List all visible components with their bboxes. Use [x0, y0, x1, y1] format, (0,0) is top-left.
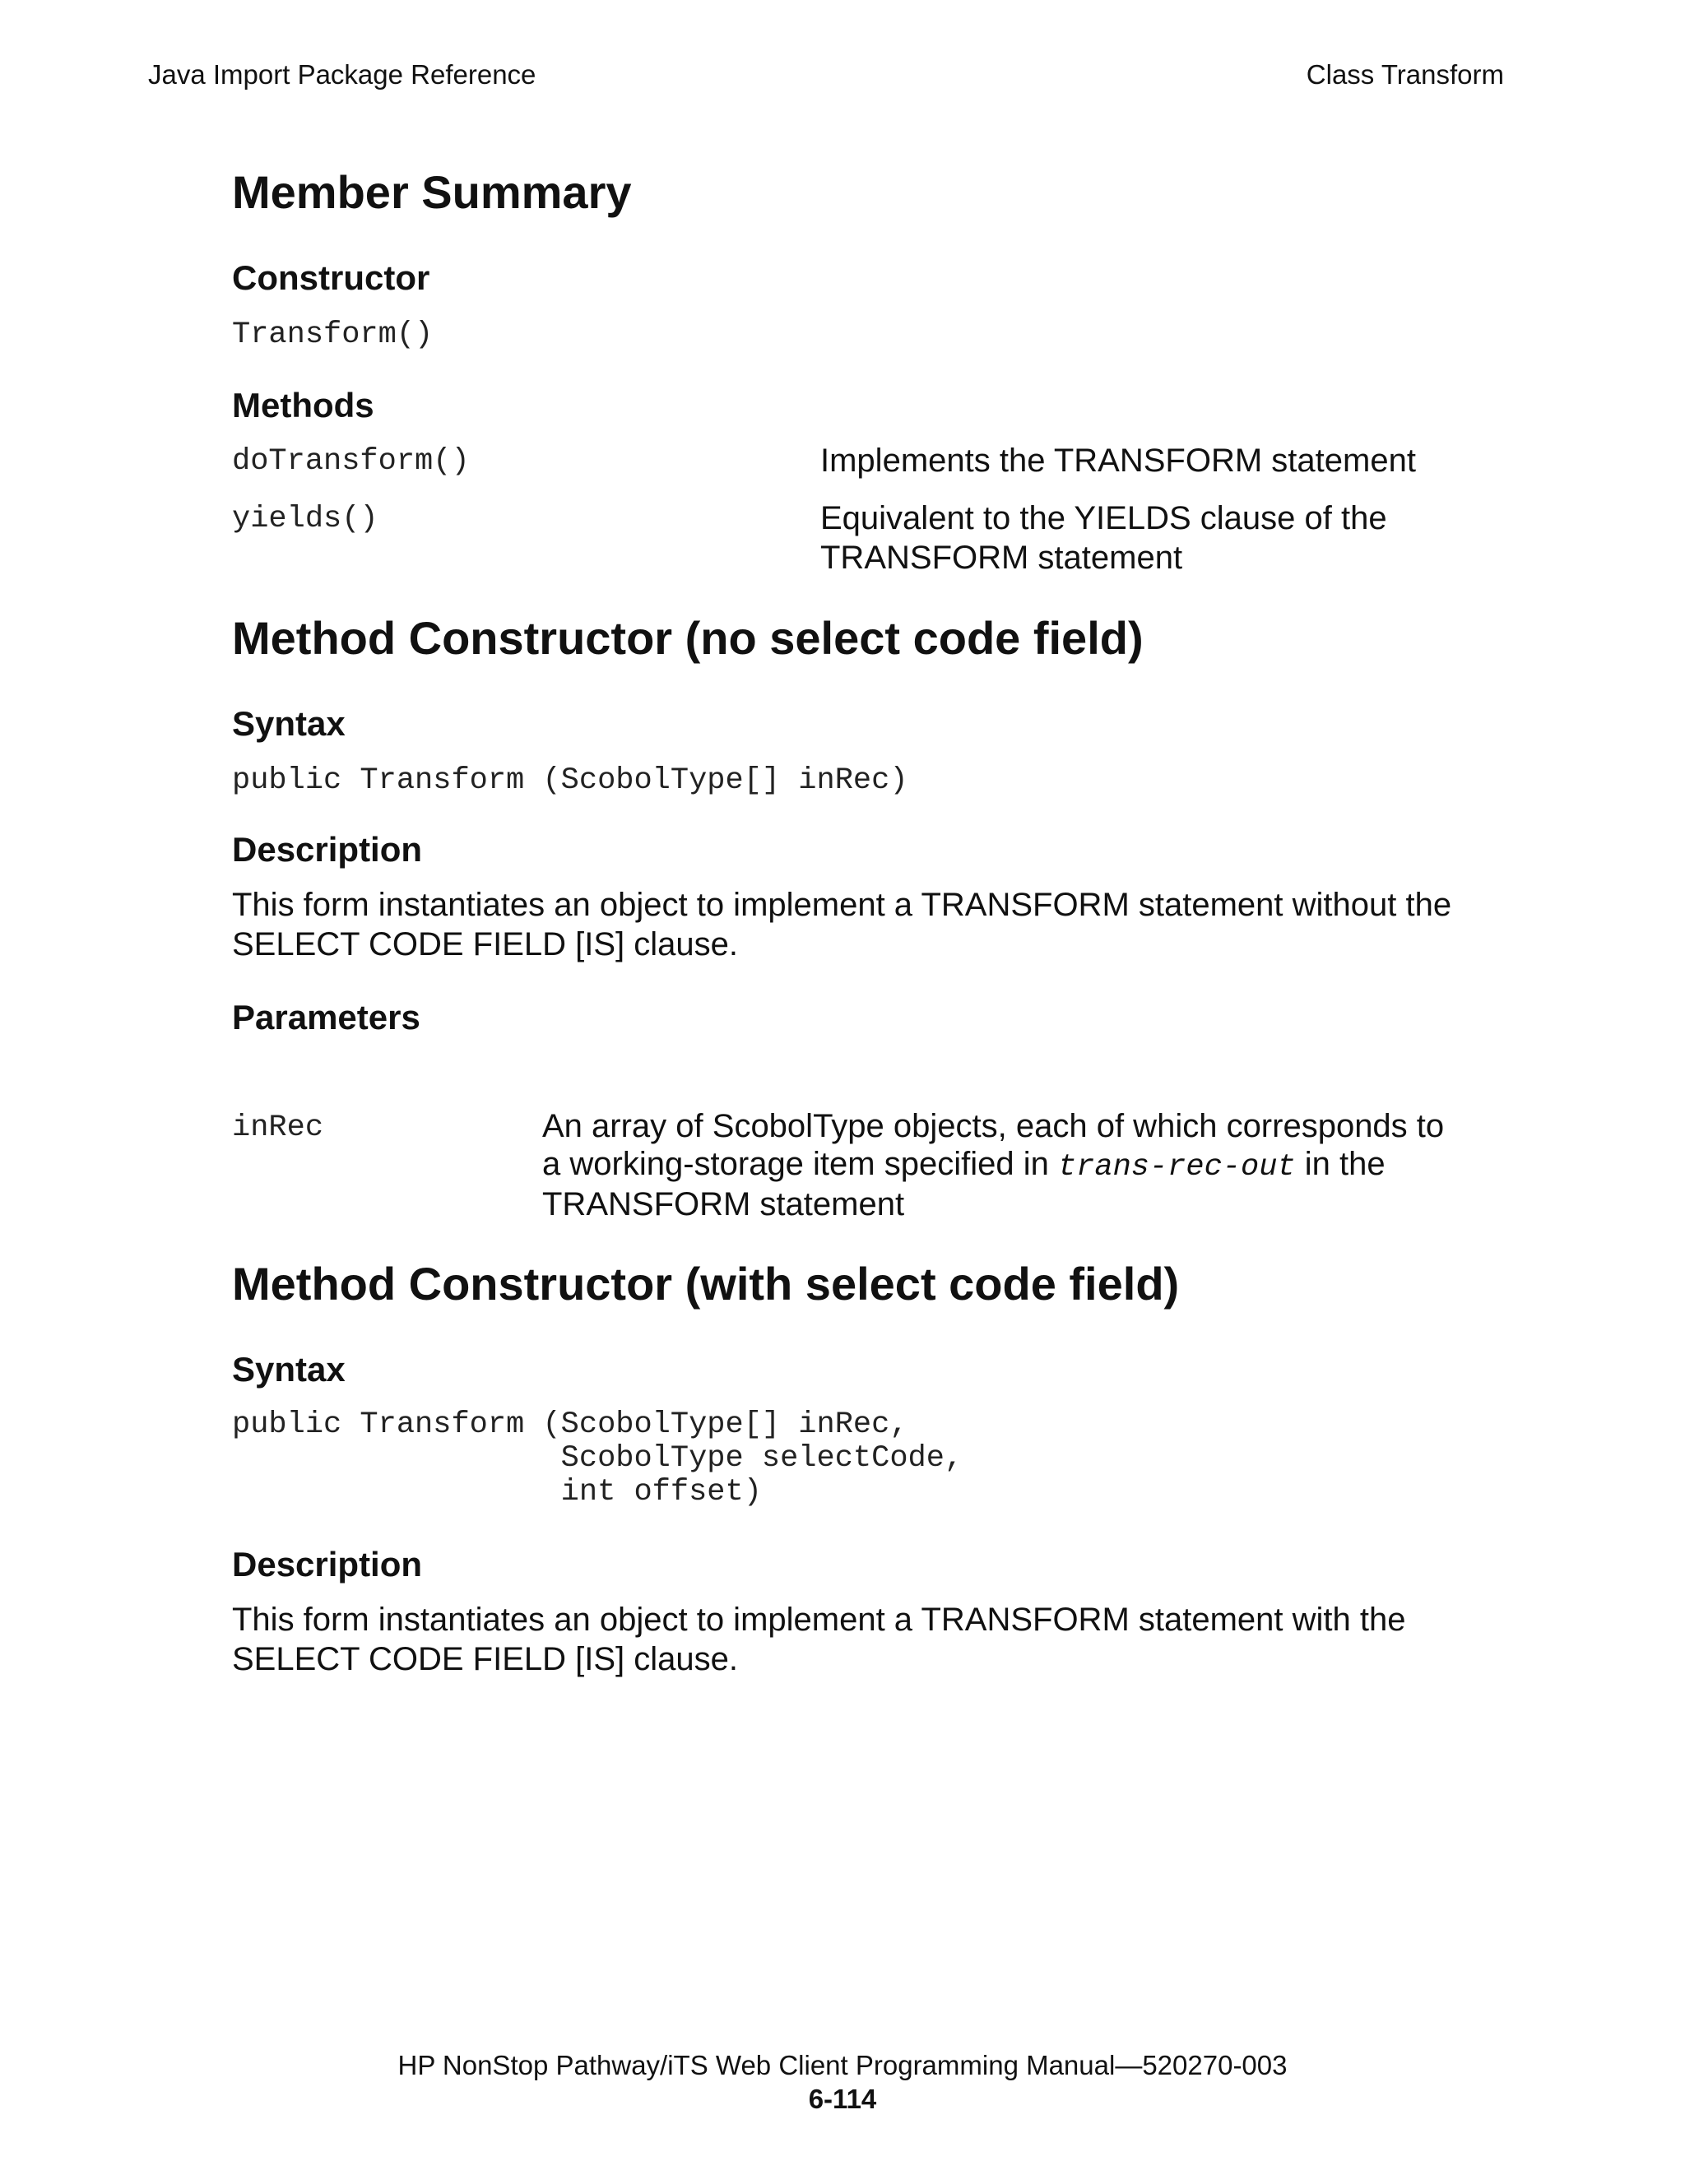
- header-right: Class Transform: [1306, 59, 1504, 90]
- parameter-text: a working-storage item specified in: [542, 1146, 1058, 1183]
- parameter-line: [542, 1145, 1444, 1185]
- parameter-description: [542, 1107, 1444, 1223]
- section1-title: Method Constructor (no select code field): [232, 611, 1144, 664]
- method-name: doTransform(): [232, 443, 470, 479]
- section1-description-heading: Description: [232, 829, 423, 869]
- description-line: This form instantiates an object to implement a TRANSFORM statement without the: [232, 886, 1452, 923]
- running-header: [148, 59, 1504, 90]
- section1-syntax-code: public Transform (ScobolType[] inRec): [232, 763, 908, 798]
- header-left: Java Import Package Reference: [148, 59, 536, 90]
- method-row: [232, 441, 1516, 480]
- description-line: SELECT CODE FIELD [IS] clause.: [232, 1640, 739, 1677]
- parameter-text: in the: [1295, 1146, 1386, 1183]
- method-description-line: TRANSFORM statement: [820, 539, 1183, 576]
- method-name: yields(): [232, 501, 378, 536]
- description-line: This form instantiates an object to implement a TRANSFORM statement with the: [232, 1601, 1406, 1638]
- methods-heading: Methods: [232, 385, 374, 424]
- method-description: Implements the TRANSFORM statement: [820, 442, 1416, 479]
- parameter-line: An array of ScobolType objects, each of which corresponds to: [542, 1108, 1445, 1145]
- section2-syntax-heading: Syntax: [232, 1350, 346, 1389]
- parameter-code-term: trans-rec-out: [1057, 1150, 1296, 1185]
- method-description-line: Equivalent to the YIELDS clause of the: [820, 499, 1387, 536]
- constructor-code: Transform(): [232, 317, 434, 352]
- parameter-line: TRANSFORM statement: [542, 1185, 905, 1222]
- section1-syntax-heading: Syntax: [232, 704, 346, 744]
- section2-title: Method Constructor (with select code field): [232, 1257, 1180, 1310]
- constructor-heading: Constructor: [232, 258, 430, 298]
- page-content: [232, 165, 1516, 1679]
- member-summary-title: Member Summary: [232, 166, 632, 218]
- parameters-heading: Parameters: [232, 997, 420, 1036]
- footer-manual-title: HP NonStop Pathway/iTS Web Client Programming Manual—520270-003: [397, 2050, 1288, 2080]
- page-number: 6-114: [808, 2084, 877, 2115]
- section1-description: [232, 885, 1516, 964]
- parameter-name: inRec: [232, 1111, 324, 1146]
- description-line: SELECT CODE FIELD [IS] clause.: [232, 925, 739, 962]
- parameter-row: [232, 1107, 1516, 1223]
- method-description: [820, 498, 1387, 577]
- section2-description-heading: Description: [232, 1544, 423, 1584]
- section2-description: [232, 1600, 1516, 1679]
- section2-syntax-code: public Transform (ScobolType[] inRec, ScobolType selectCode, int offset): [232, 1407, 963, 1509]
- page-footer: [0, 2048, 1685, 2117]
- method-row: [232, 498, 1516, 577]
